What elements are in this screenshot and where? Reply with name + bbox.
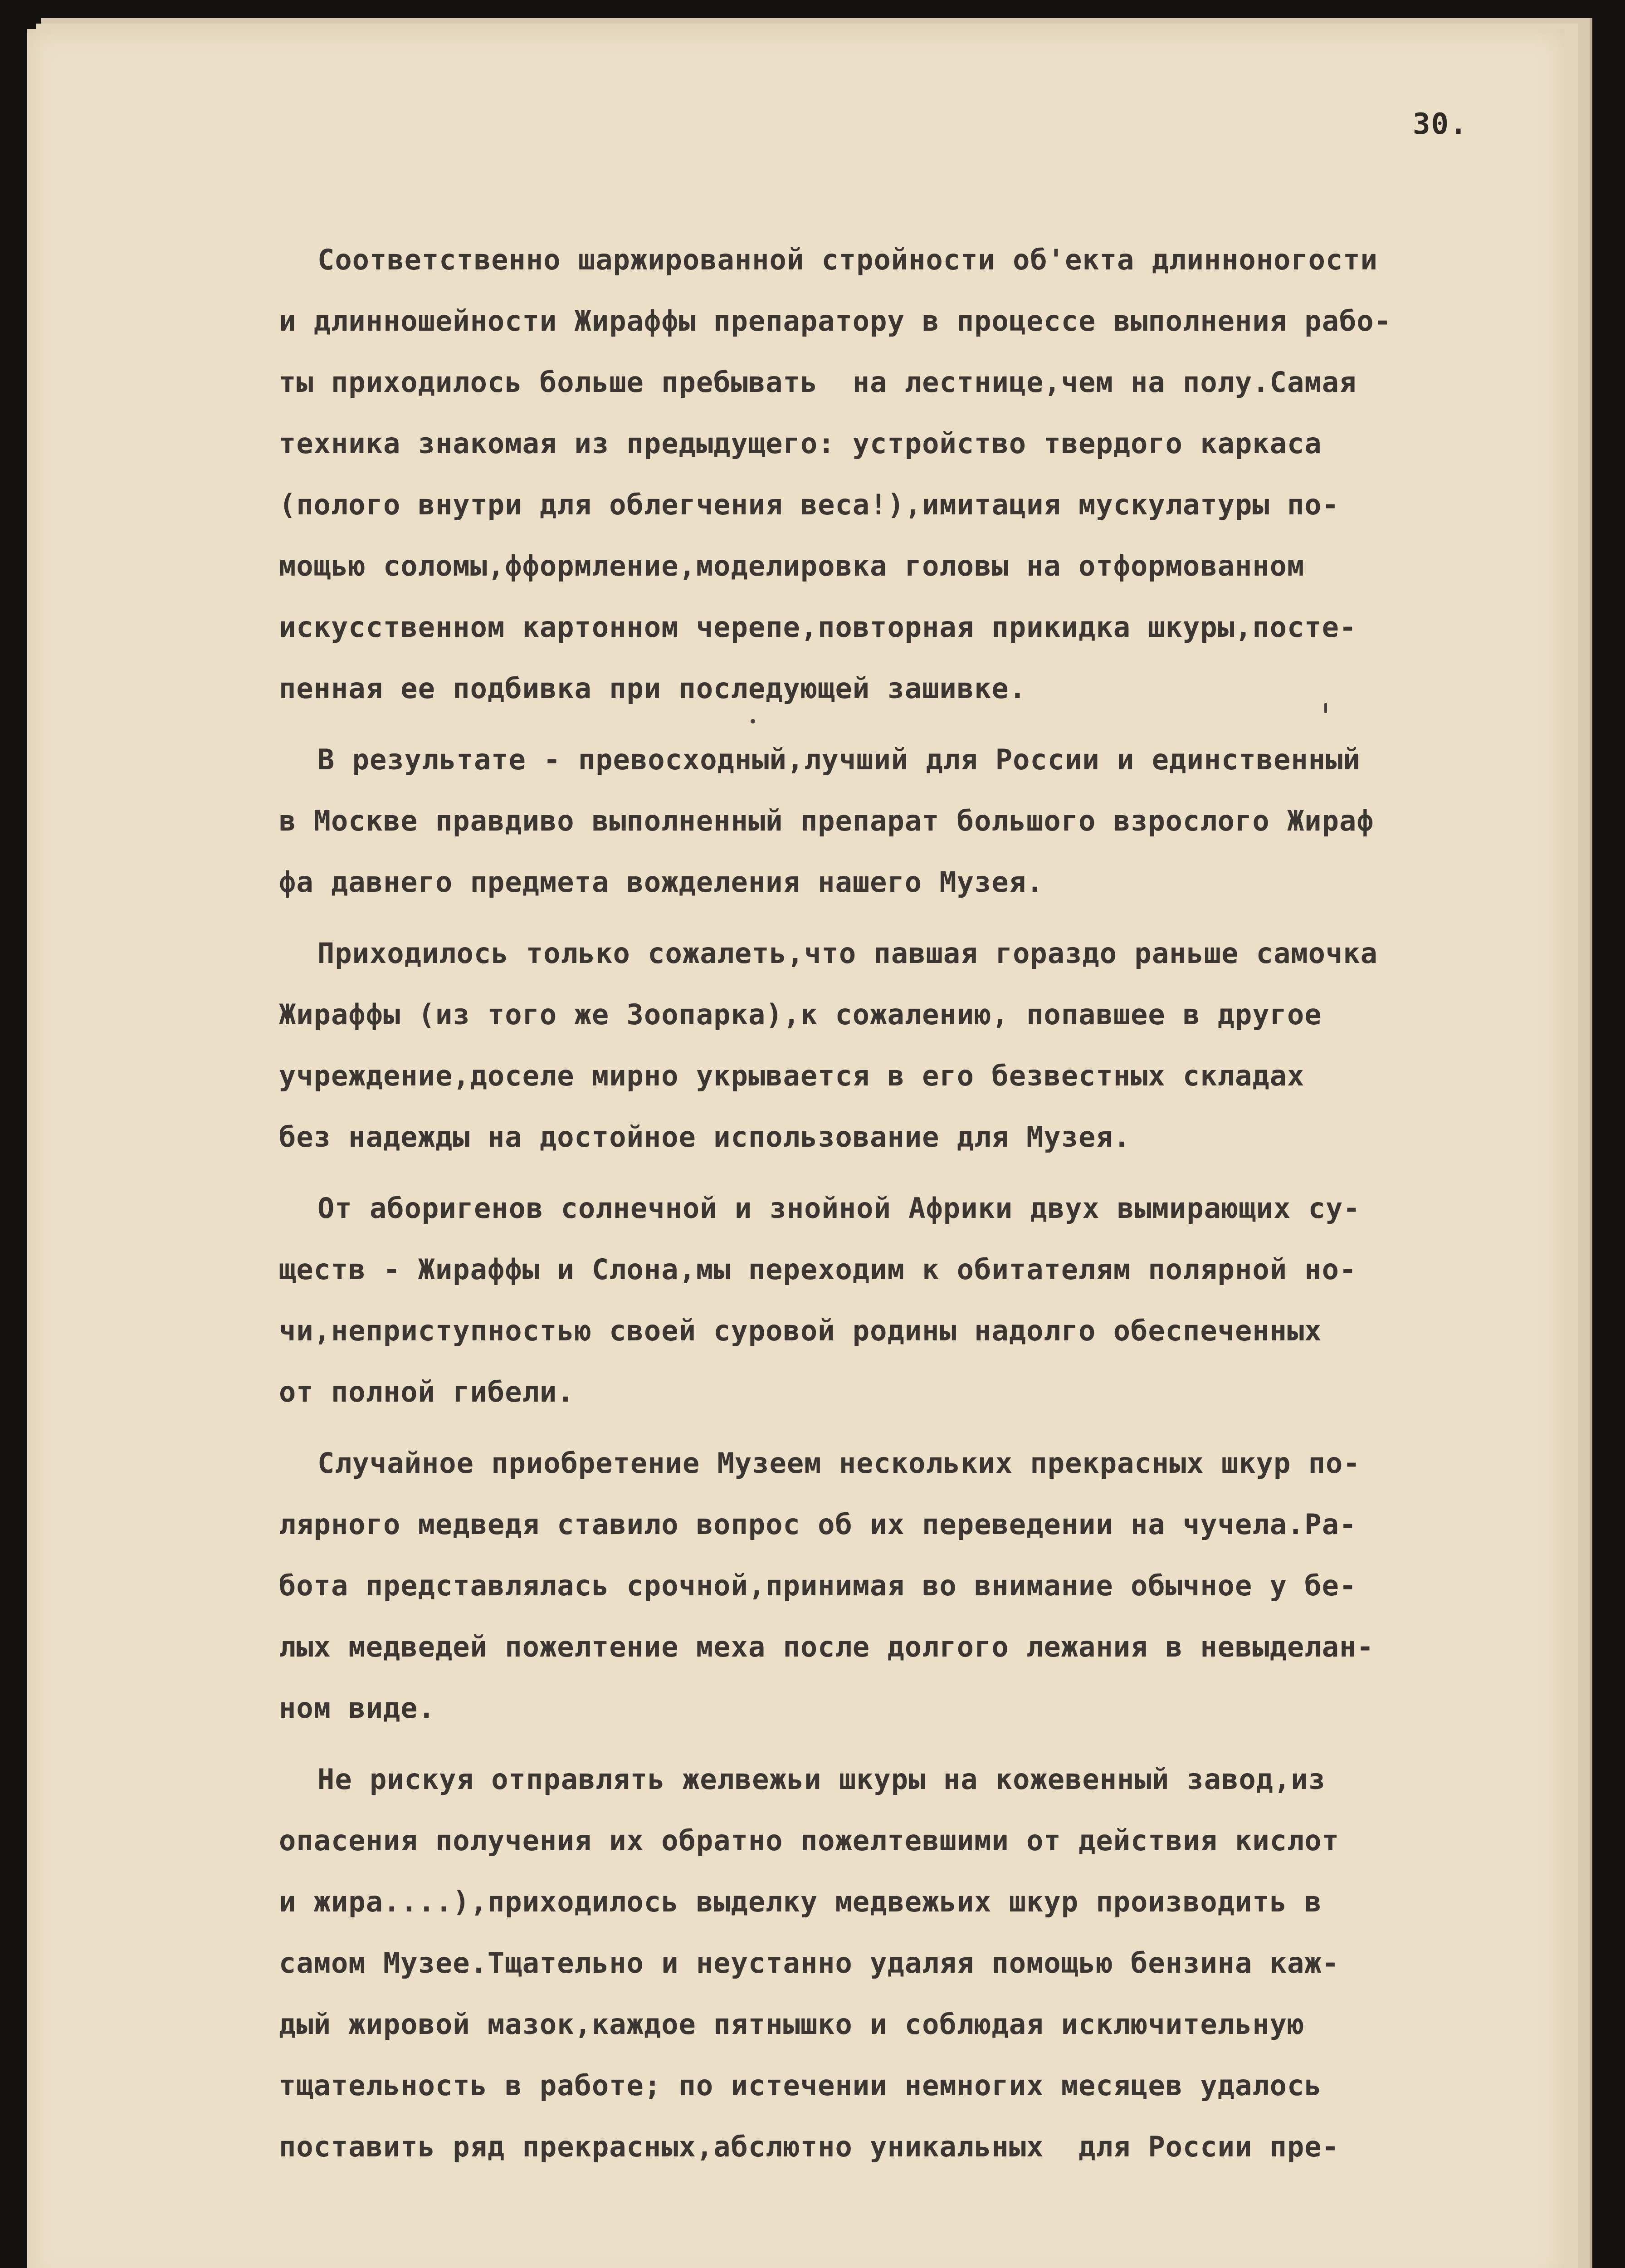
paragraph-2 (279, 729, 1562, 913)
ink-speck (751, 719, 755, 723)
paragraph-3 (279, 923, 1562, 1168)
text-line: в Москве правдиво выполненный препарат большого взрослого Жираф (279, 804, 1374, 837)
ink-speck (1324, 703, 1327, 713)
page-number: 30. (1413, 108, 1468, 141)
paragraph-1 (279, 229, 1562, 719)
text-line: Случайное приобретение Музеем нескольких прекрасных шкур по- (317, 1447, 1361, 1480)
text-line: от полной гибели. (279, 1375, 575, 1408)
text-line: пенная ее подбивка при последующей зашивке. (279, 672, 1027, 705)
text-line: мощью соломы,фформление,моделировка головы на отформованном (279, 549, 1305, 582)
text-line: Приходилось только сожалеть,что павшая гораздо раньше самочка (317, 937, 1378, 970)
text-line: техника знакомая из предыдущего: устройство твердого каркаса (279, 427, 1322, 460)
text-line: От аборигенов солнечной и знойной Африки двух вымирающих су- (317, 1192, 1361, 1225)
text-line: и жира....),приходилось выделку медвежьих шкур производить в (279, 1885, 1322, 1918)
body-text (279, 229, 1562, 2187)
paragraph-6 (279, 1749, 1562, 2177)
text-line: ном виде. (279, 1691, 435, 1725)
text-line: В результате - превосходный,лучший для России и единственный (317, 743, 1361, 776)
text-line: самом Музее.Тщательно и неустанно удаляя помощью бензина каж- (279, 1946, 1339, 1980)
paragraph-4 (279, 1178, 1562, 1422)
text-line: ты приходилось больше пребывать на лестнице,чем на полу.Самая (279, 366, 1357, 399)
text-line: (полого внутри для облегчения веса!),имитация мускулатуры по- (279, 488, 1339, 521)
text-line: и длинношейности Жираффы препаратору в процессе выполнения рабо- (279, 304, 1391, 337)
text-line: Не рискуя отправлять желвежьи шкуры на кожевенный завод,из (317, 1763, 1326, 1796)
text-line: без надежды на достойное использование для Музея. (279, 1120, 1131, 1154)
paragraph-5 (279, 1432, 1562, 1739)
text-line: лярного медведя ставило вопрос об их переведении на чучела.Ра- (279, 1508, 1357, 1541)
text-line: Жираффы (из того же Зоопарка),к сожалению, попавшее в другое (279, 998, 1322, 1031)
text-line: тщательность в работе; по истечении немногих месяцев удалось (279, 2069, 1322, 2102)
text-line: лых медведей пожелтение меха после долгого лежания в невыделан- (279, 1630, 1374, 1663)
text-line: ществ - Жираффы и Слона,мы переходим к обитателям полярной но- (279, 1253, 1357, 1286)
text-line: дый жировой мазок,каждое пятнышко и соблюдая исключительную (279, 2008, 1305, 2041)
text-line: чи,неприступностью своей суровой родины надолго обеспеченных (279, 1314, 1322, 1347)
text-line: фа давнего предмета вожделения нашего Музея. (279, 865, 1044, 899)
text-line: учреждение,доселе мирно укрывается в его безвестных складах (279, 1059, 1305, 1092)
text-line: Соответственно шаржированной стройности об'екта длинноногости (317, 243, 1378, 276)
text-line: поставить ряд прекрасных,абслютно уникальных для России пре- (279, 2130, 1339, 2163)
text-line: опасения получения их обратно пожелтевшими от действия кислот (279, 1824, 1339, 1857)
text-line: искусственном картонном черепе,повторная прикидка шкуры,посте- (279, 611, 1357, 644)
text-line: бота представлялась срочной,принимая во внимание обычное у бе- (279, 1569, 1357, 1602)
